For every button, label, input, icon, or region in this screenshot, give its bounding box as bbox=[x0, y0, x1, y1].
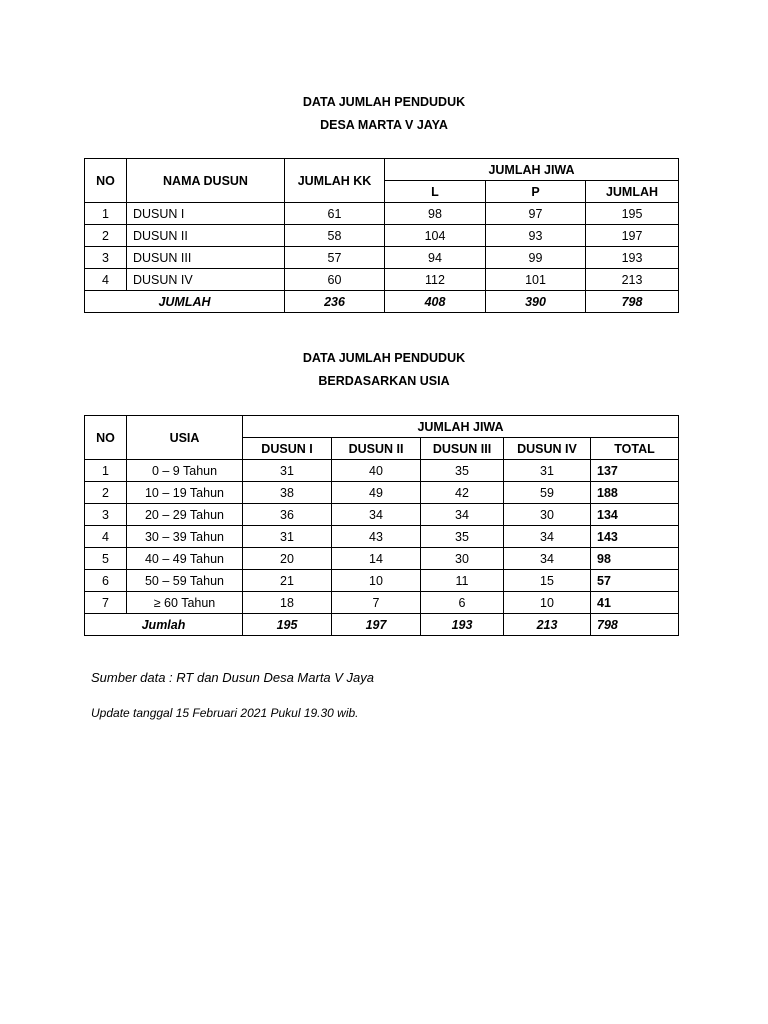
cell-no: 1 bbox=[85, 460, 127, 482]
cell-usia: 20 – 29 Tahun bbox=[127, 504, 243, 526]
cell-d1: 21 bbox=[243, 570, 332, 592]
header-dusun-2: DUSUN II bbox=[332, 438, 421, 460]
cell-jumlah: 193 bbox=[586, 247, 679, 269]
cell-usia: 30 – 39 Tahun bbox=[127, 526, 243, 548]
header-jumlah-jiwa: JUMLAH JIWA bbox=[385, 159, 679, 181]
header-p: P bbox=[486, 181, 586, 203]
cell-no: 3 bbox=[85, 247, 127, 269]
cell-d4: 31 bbox=[504, 460, 591, 482]
total-p: 390 bbox=[486, 291, 586, 313]
cell-kk: 58 bbox=[285, 225, 385, 247]
table-row bbox=[85, 482, 679, 504]
cell-l: 94 bbox=[385, 247, 486, 269]
cell-d3: 34 bbox=[421, 504, 504, 526]
cell-kk: 57 bbox=[285, 247, 385, 269]
cell-d1: 20 bbox=[243, 548, 332, 570]
cell-kk: 61 bbox=[285, 203, 385, 225]
update-note: Update tanggal 15 Februari 2021 Pukul 19.30 wib. bbox=[91, 706, 359, 720]
cell-d1: 31 bbox=[243, 526, 332, 548]
source-note: Sumber data : RT dan Dusun Desa Marta V Jaya bbox=[91, 670, 375, 685]
cell-d2: 7 bbox=[332, 592, 421, 614]
cell-total: 134 bbox=[591, 504, 679, 526]
cell-no: 6 bbox=[85, 570, 127, 592]
cell-no: 4 bbox=[85, 269, 127, 291]
cell-d3: 42 bbox=[421, 482, 504, 504]
table2-title-line1: DATA JUMLAH PENDUDUK bbox=[302, 351, 466, 365]
cell-p: 101 bbox=[486, 269, 586, 291]
total-jumlah: 798 bbox=[586, 291, 679, 313]
cell-d2: 10 bbox=[332, 570, 421, 592]
cell-d4: 15 bbox=[504, 570, 591, 592]
total-label: Jumlah bbox=[85, 614, 243, 636]
cell-no: 4 bbox=[85, 526, 127, 548]
cell-total: 188 bbox=[591, 482, 679, 504]
cell-dusun: DUSUN IV bbox=[127, 269, 285, 291]
cell-d3: 35 bbox=[421, 460, 504, 482]
table-row bbox=[85, 225, 679, 247]
total-d4: 213 bbox=[504, 614, 591, 636]
table-row bbox=[85, 570, 679, 592]
cell-dusun: DUSUN III bbox=[127, 247, 285, 269]
cell-p: 99 bbox=[486, 247, 586, 269]
header-jumlah-jiwa: JUMLAH JIWA bbox=[243, 416, 679, 438]
cell-dusun: DUSUN II bbox=[127, 225, 285, 247]
table1-title-line1: DATA JUMLAH PENDUDUK bbox=[302, 95, 466, 109]
table-row bbox=[85, 592, 679, 614]
cell-l: 104 bbox=[385, 225, 486, 247]
cell-d1: 38 bbox=[243, 482, 332, 504]
header-nama-dusun: NAMA DUSUN bbox=[127, 159, 285, 203]
cell-d1: 18 bbox=[243, 592, 332, 614]
header-no: NO bbox=[85, 416, 127, 460]
cell-dusun: DUSUN I bbox=[127, 203, 285, 225]
cell-d1: 36 bbox=[243, 504, 332, 526]
cell-jumlah: 213 bbox=[586, 269, 679, 291]
cell-p: 97 bbox=[486, 203, 586, 225]
cell-d2: 49 bbox=[332, 482, 421, 504]
table2-title-line2: BERDASARKAN USIA bbox=[318, 374, 450, 388]
header-dusun-4: DUSUN IV bbox=[504, 438, 591, 460]
population-table bbox=[84, 158, 679, 313]
cell-l: 98 bbox=[385, 203, 486, 225]
cell-total: 57 bbox=[591, 570, 679, 592]
header-jumlah: JUMLAH bbox=[586, 181, 679, 203]
cell-total: 143 bbox=[591, 526, 679, 548]
header-l: L bbox=[385, 181, 486, 203]
cell-d2: 43 bbox=[332, 526, 421, 548]
table1-title-line2: DESA MARTA V JAYA bbox=[320, 118, 448, 132]
cell-usia: 50 – 59 Tahun bbox=[127, 570, 243, 592]
cell-d3: 6 bbox=[421, 592, 504, 614]
total-d2: 197 bbox=[332, 614, 421, 636]
header-jumlah-kk: JUMLAH KK bbox=[285, 159, 385, 203]
cell-d4: 59 bbox=[504, 482, 591, 504]
cell-d4: 34 bbox=[504, 526, 591, 548]
table-row bbox=[85, 203, 679, 225]
table-row bbox=[85, 526, 679, 548]
table-row bbox=[85, 247, 679, 269]
header-total: TOTAL bbox=[591, 438, 679, 460]
table-row bbox=[85, 269, 679, 291]
cell-d2: 40 bbox=[332, 460, 421, 482]
header-usia: USIA bbox=[127, 416, 243, 460]
total-row bbox=[85, 614, 679, 636]
cell-l: 112 bbox=[385, 269, 486, 291]
cell-no: 2 bbox=[85, 225, 127, 247]
header-no: NO bbox=[85, 159, 127, 203]
cell-total: 137 bbox=[591, 460, 679, 482]
table-row bbox=[85, 548, 679, 570]
cell-jumlah: 195 bbox=[586, 203, 679, 225]
total-total: 798 bbox=[591, 614, 679, 636]
total-l: 408 bbox=[385, 291, 486, 313]
cell-usia: 0 – 9 Tahun bbox=[127, 460, 243, 482]
total-d3: 193 bbox=[421, 614, 504, 636]
cell-no: 1 bbox=[85, 203, 127, 225]
total-row bbox=[85, 291, 679, 313]
total-kk: 236 bbox=[285, 291, 385, 313]
cell-d4: 10 bbox=[504, 592, 591, 614]
cell-usia: 40 – 49 Tahun bbox=[127, 548, 243, 570]
cell-d3: 11 bbox=[421, 570, 504, 592]
header-dusun-3: DUSUN III bbox=[421, 438, 504, 460]
total-label: JUMLAH bbox=[85, 291, 285, 313]
total-d1: 195 bbox=[243, 614, 332, 636]
cell-d4: 30 bbox=[504, 504, 591, 526]
cell-d2: 14 bbox=[332, 548, 421, 570]
cell-no: 2 bbox=[85, 482, 127, 504]
cell-d3: 35 bbox=[421, 526, 504, 548]
cell-d1: 31 bbox=[243, 460, 332, 482]
cell-p: 93 bbox=[486, 225, 586, 247]
cell-kk: 60 bbox=[285, 269, 385, 291]
cell-d3: 30 bbox=[421, 548, 504, 570]
cell-usia: 10 – 19 Tahun bbox=[127, 482, 243, 504]
cell-no: 3 bbox=[85, 504, 127, 526]
cell-no: 7 bbox=[85, 592, 127, 614]
cell-usia: ≥ 60 Tahun bbox=[127, 592, 243, 614]
cell-d4: 34 bbox=[504, 548, 591, 570]
cell-total: 41 bbox=[591, 592, 679, 614]
table-row bbox=[85, 460, 679, 482]
header-dusun-1: DUSUN I bbox=[243, 438, 332, 460]
age-table bbox=[84, 415, 679, 636]
cell-total: 98 bbox=[591, 548, 679, 570]
cell-jumlah: 197 bbox=[586, 225, 679, 247]
table-row bbox=[85, 504, 679, 526]
cell-d2: 34 bbox=[332, 504, 421, 526]
cell-no: 5 bbox=[85, 548, 127, 570]
